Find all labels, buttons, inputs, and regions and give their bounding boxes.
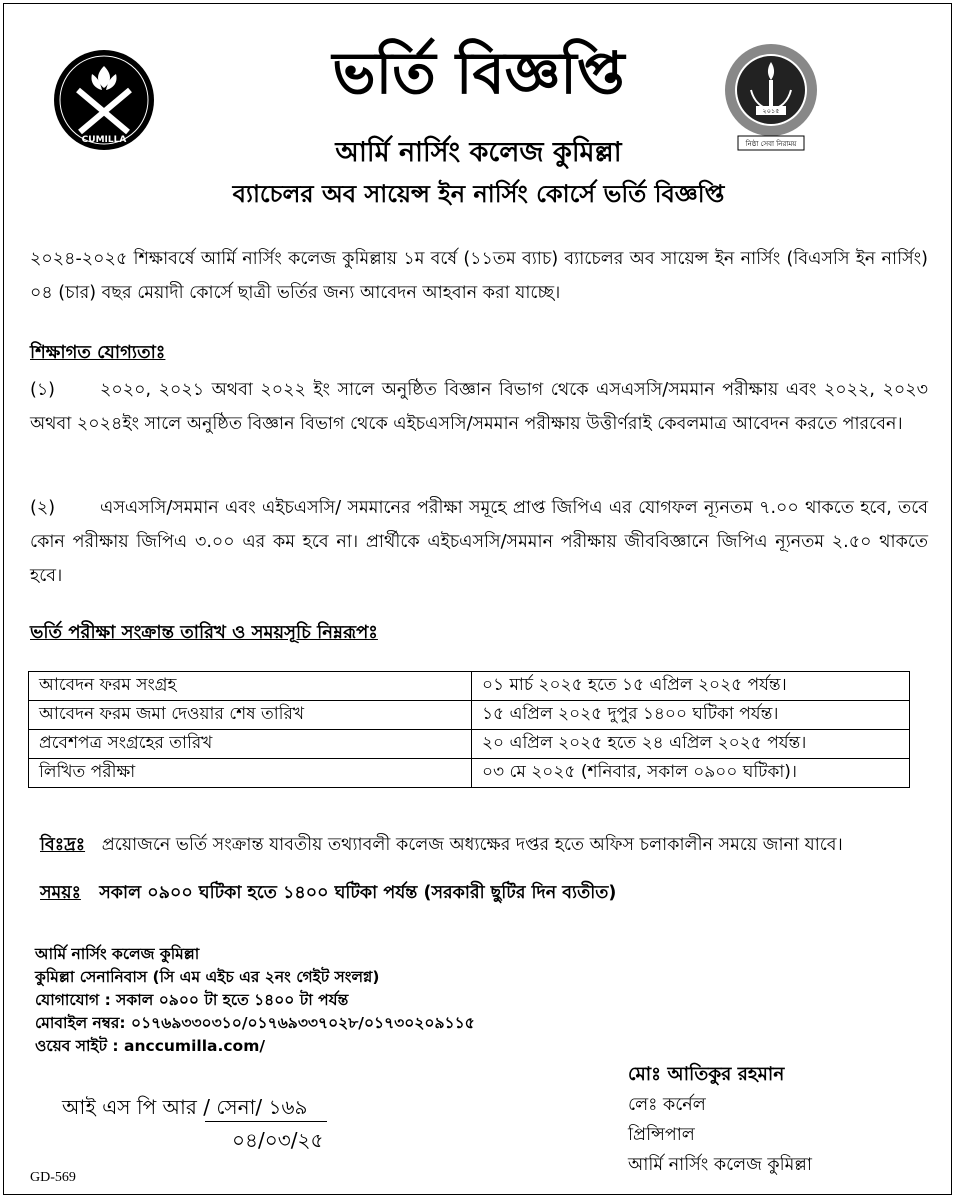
- table-row: [29, 759, 910, 788]
- college-name: আর্মি নার্সিং কলেজ কুমিল্লা: [335, 137, 622, 168]
- office-time: [40, 880, 920, 909]
- ref-date: ০৪/০৩/২৫: [232, 1128, 324, 1152]
- contact-mobile: মোবাইল নম্বর: ০১৭৬৯৩৩০৩১০/০১৭৬৯৩৩৭০২৮/০১৭৩০২০৯১১৫: [35, 1014, 475, 1032]
- intro-paragraph: ২০২৪-২০২৫ শিক্ষাবর্ষে আর্মি নার্সিং কলেজ কুমিল্লায় ১ম বর্ষে (১১তম ব্যাচ) ব্যাচেলর অব সায়েন্স ইন নার্সিং (বিএসসি ইন নার্সিং) ০৪ (চার) বছর মেয়াদী কোর্সে ছাত্রী ভর্তির জন্য আবেদন আহবান করা যাচ্ছে।: [30, 249, 928, 303]
- nb-note: [40, 832, 920, 861]
- table-row: [29, 730, 910, 759]
- item-text: এসএসসি/সমমান এবং এইচএসসি/ সমমানের পরীক্ষা সমূহে প্রাপ্ত জিপিএ এর যোগফল ন্যূনতম ৭.০০ থাকতে হবে, তবে কোন পরীক্ষায় জিপিএ ৩.০০ এর কম হবে না। প্রার্থীকে এইচএসসি/সমমান পরীক্ষায় জীববিজ্ঞানে জিপিএ ন্যূনতম ২.৫০ থাকতে হবে।: [30, 498, 928, 586]
- time-label: সময়ঃ: [40, 883, 81, 903]
- row-label: প্রবেশপত্র সংগ্রহের তারিখ: [29, 730, 472, 759]
- page-title: ভর্তি বিজ্ঞপ্তি: [332, 39, 625, 107]
- svg-text:নিষ্ঠা সেবা নিরাময়: নিষ্ঠা সেবা নিরাময়: [745, 140, 797, 148]
- signatory-name: মোঃ আতিকুর রহমান: [628, 1064, 785, 1085]
- contact-name: আর্মি নার্সিং কলেজ কুমিল্লা: [35, 945, 200, 963]
- ref-divider: [205, 1121, 327, 1122]
- item-number: (২): [30, 498, 56, 518]
- table-row: [29, 701, 910, 730]
- ispr-reference: আই এস পি আর / সেনা/ ১৬৯: [62, 1095, 308, 1119]
- contact-block: [35, 943, 475, 1058]
- svg-text:২০১৫: ২০১৫: [762, 107, 780, 115]
- table-row: [29, 672, 910, 701]
- signature-block: [628, 1060, 812, 1180]
- nb-label: বিঃদ্রঃ: [40, 835, 86, 855]
- row-value: ০১ মার্চ ২০২৫ হতে ১৫ এপ্রিল ২০২৫ পর্যন্ত।: [472, 672, 910, 701]
- qualification-heading: শিক্ষাগত যোগ্যতাঃ: [30, 342, 166, 363]
- contact-address: কুমিল্লা সেনানিবাস (সি এম এইচ এর ২নং গেইট সংলগ্ন): [35, 968, 380, 986]
- nb-text: প্রয়োজনে ভর্তি সংক্রান্ত যাবতীয় তথ্যাবলী কলেজ অধ্যক্ষের দপ্তর হতে অফিস চলাকালীন সময়ে জানা যাবে।: [101, 835, 843, 855]
- notice-subtitle: ব্যাচেলর অব সায়েন্স ইন নার্সিং কোর্সে ভর্তি বিজ্ঞপ্তি: [232, 180, 725, 208]
- schedule-heading: ভর্তি পরীক্ষা সংক্রান্ত তারিখ ও সময়সূচি নিম্নরূপঃ: [30, 622, 378, 643]
- signatory-title: প্রিন্সিপাল: [628, 1125, 695, 1145]
- row-value: ০৩ মে ২০২৫ (শনিবার, সকাল ০৯০০ ঘটিকা)।: [472, 759, 910, 788]
- schedule-table: [28, 671, 910, 788]
- row-value: ১৫ এপ্রিল ২০২৫ দুপুর ১৪০০ ঘটিকা পর্যন্ত।: [472, 701, 910, 730]
- time-text: সকাল ০৯০০ ঘটিকা হতে ১৪০০ ঘটিকা পর্যন্ত (সরকারী ছুটির দিন ব্যতীত): [99, 883, 617, 903]
- signatory-college: আর্মি নার্সিং কলেজ কুমিল্লা: [628, 1155, 812, 1175]
- qualification-item-1: [30, 373, 928, 441]
- svg-text:CUMILLA: CUMILLA: [81, 135, 127, 145]
- qualification-item-2: [30, 491, 928, 593]
- footer-code: GD-569: [30, 1170, 76, 1185]
- contact-website: ওয়েব সাইট : anccumilla.com/: [35, 1037, 266, 1055]
- row-value: ২০ এপ্রিল ২০২৫ হতে ২৪ এপ্রিল ২০২৫ পর্যন্ত।: [472, 730, 910, 759]
- row-label: আবেদন ফরম সংগ্রহ: [29, 672, 472, 701]
- row-label: লিখিত পরীক্ষা: [29, 759, 472, 788]
- item-text: ২০২০, ২০২১ অথবা ২০২২ ইং সালে অনুষ্ঠিত বিজ্ঞান বিভাগ থেকে এসএসসি/সমমান পরীক্ষায় এবং ২০২২, ২০২৩ অথবা ২০২৪ইং সালে অনুষ্ঠিত বিজ্ঞান বিভাগ থেকে এইচএসসি/সমমান পরীক্ষায় উত্তীর্ণরাই কেবলমাত্র আবেদন করতে পারবেন।: [30, 380, 928, 434]
- item-number: (১): [30, 380, 56, 400]
- contact-hours: যোগাযোগ : সকাল ০৯০০ টা হতে ১৪০০ টা পর্যন্ত: [35, 991, 349, 1009]
- signatory-rank: লেঃ কর্নেল: [628, 1095, 706, 1115]
- row-label: আবেদন ফরম জমা দেওয়ার শেষ তারিখ: [29, 701, 472, 730]
